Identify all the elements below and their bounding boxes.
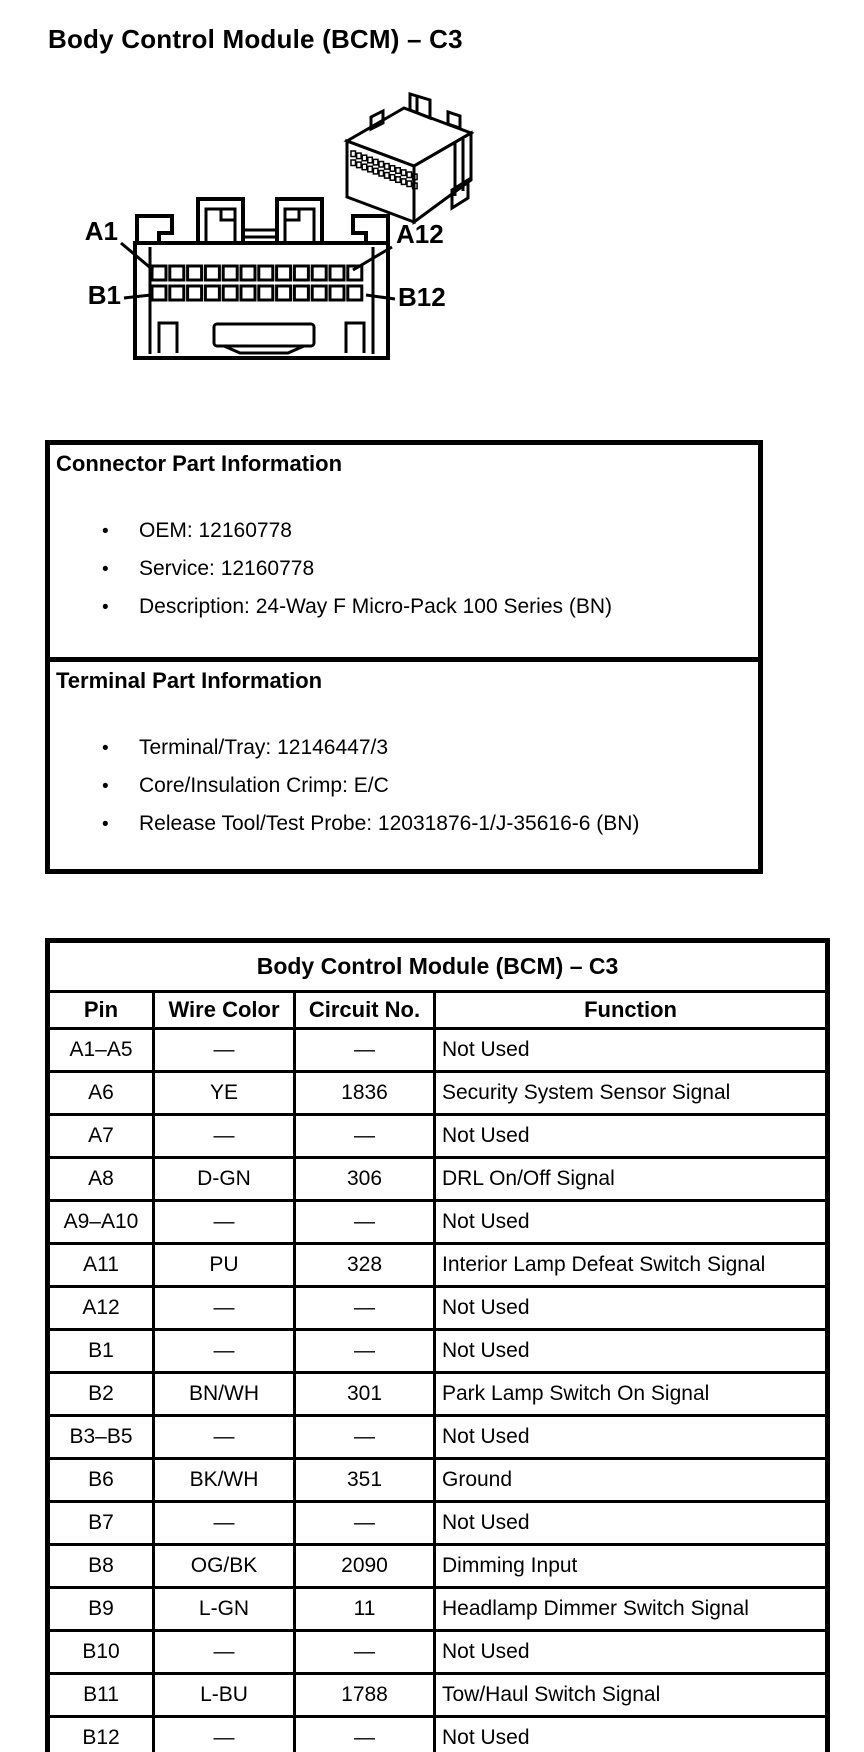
page-title: Body Control Module (BCM) – C3 xyxy=(48,24,463,54)
table-row xyxy=(48,1201,828,1244)
wire-color-cell: YE xyxy=(154,1072,295,1115)
circuit-no-cell: — xyxy=(295,1631,435,1674)
function-cell: Not Used xyxy=(435,1502,828,1545)
list-item-text: Service: 12160778 xyxy=(139,557,315,580)
isometric-pin-grid xyxy=(351,151,417,189)
circuit-no-cell: — xyxy=(295,1201,435,1244)
pin-cell: B1 xyxy=(48,1330,154,1373)
pin-leader-b12 xyxy=(366,295,395,299)
pin-label-a1: A1 xyxy=(84,216,118,246)
column-header-wire-color: Wire Color xyxy=(154,992,295,1029)
wire-color-cell: — xyxy=(154,1416,295,1459)
wire-color-cell: — xyxy=(154,1631,295,1674)
table-row xyxy=(48,1588,828,1631)
circuit-no-cell: 11 xyxy=(295,1588,435,1631)
circuit-no-cell: 301 xyxy=(295,1373,435,1416)
function-cell: Ground xyxy=(435,1459,828,1502)
pin-cell: B9 xyxy=(48,1588,154,1631)
connector-isometric-view xyxy=(347,94,471,222)
function-cell: Not Used xyxy=(435,1416,828,1459)
function-cell: Not Used xyxy=(435,1717,828,1752)
list-item-text: Core/Insulation Crimp: E/C xyxy=(139,774,389,797)
circuit-no-cell: 306 xyxy=(295,1158,435,1201)
function-cell: Security System Sensor Signal xyxy=(435,1072,828,1115)
wire-color-cell: D-GN xyxy=(154,1158,295,1201)
circuit-no-cell: 351 xyxy=(295,1459,435,1502)
table-row xyxy=(48,1244,828,1287)
list-item xyxy=(56,595,750,619)
list-item-text: Terminal/Tray: 12146447/3 xyxy=(139,736,389,759)
function-cell: Not Used xyxy=(435,1631,828,1674)
wire-color-cell: — xyxy=(154,1717,295,1752)
table-row xyxy=(48,1330,828,1373)
connector-front-view xyxy=(135,199,388,358)
wire-color-cell: — xyxy=(154,1029,295,1072)
pin-cell: A1–A5 xyxy=(48,1029,154,1072)
connector-part-info-section xyxy=(50,445,758,657)
bullet-icon: • xyxy=(102,559,109,580)
function-cell: Park Lamp Switch On Signal xyxy=(435,1373,828,1416)
list-item xyxy=(56,736,750,760)
function-cell: Dimming Input xyxy=(435,1545,828,1588)
pin-cell: A6 xyxy=(48,1072,154,1115)
list-item xyxy=(56,812,750,836)
pin-cell: B10 xyxy=(48,1631,154,1674)
pin-cell: A9–A10 xyxy=(48,1201,154,1244)
pin-label-b1: B1 xyxy=(87,280,121,310)
pin-table-title-row xyxy=(48,941,828,992)
circuit-no-cell: 2090 xyxy=(295,1545,435,1588)
pin-cell: A8 xyxy=(48,1158,154,1201)
pin-cell: B3–B5 xyxy=(48,1416,154,1459)
pin-leader-b1 xyxy=(124,295,151,298)
wire-color-cell: — xyxy=(154,1502,295,1545)
wire-color-cell: — xyxy=(154,1115,295,1158)
circuit-no-cell: 1836 xyxy=(295,1072,435,1115)
list-item xyxy=(56,557,750,581)
list-item-text: Description: 24-Way F Micro-Pack 100 Series (BN) xyxy=(139,595,613,618)
pin-cell: B11 xyxy=(48,1674,154,1717)
bullet-icon: • xyxy=(102,738,109,759)
pin-table-header-row xyxy=(48,992,828,1029)
table-row xyxy=(48,1115,828,1158)
pin-cell: A11 xyxy=(48,1244,154,1287)
function-cell: Not Used xyxy=(435,1115,828,1158)
list-item-text: OEM: 12160778 xyxy=(139,519,292,542)
table-row xyxy=(48,1287,828,1330)
table-row xyxy=(48,1072,828,1115)
connector-diagram xyxy=(0,80,864,380)
pin-cell: B8 xyxy=(48,1545,154,1588)
function-cell: DRL On/Off Signal xyxy=(435,1158,828,1201)
function-cell: Tow/Haul Switch Signal xyxy=(435,1674,828,1717)
bullet-icon: • xyxy=(102,814,109,835)
circuit-no-cell: — xyxy=(295,1287,435,1330)
pin-label-b12: B12 xyxy=(398,282,446,312)
table-row xyxy=(48,1631,828,1674)
column-header-circuit-no: Circuit No. xyxy=(295,992,435,1029)
circuit-no-cell: — xyxy=(295,1330,435,1373)
pin-cell: B7 xyxy=(48,1502,154,1545)
pin-cell: A7 xyxy=(48,1115,154,1158)
function-cell: Interior Lamp Defeat Switch Signal xyxy=(435,1244,828,1287)
wire-color-cell: — xyxy=(154,1287,295,1330)
table-row xyxy=(48,1373,828,1416)
pin-table-title: Body Control Module (BCM) – C3 xyxy=(48,941,828,992)
connector-part-info-list xyxy=(56,519,750,619)
circuit-no-cell: — xyxy=(295,1029,435,1072)
function-cell: Not Used xyxy=(435,1330,828,1373)
wire-color-cell: — xyxy=(154,1330,295,1373)
list-item xyxy=(56,774,750,798)
circuit-no-cell: 328 xyxy=(295,1244,435,1287)
pin-cell: B2 xyxy=(48,1373,154,1416)
pin-label-a12: A12 xyxy=(396,219,444,249)
table-row xyxy=(48,1459,828,1502)
list-item-text: Release Tool/Test Probe: 12031876-1/J-35616-6 (BN) xyxy=(139,812,640,835)
table-row xyxy=(48,1029,828,1072)
circuit-no-cell: — xyxy=(295,1115,435,1158)
wire-color-cell: L-GN xyxy=(154,1588,295,1631)
pin-grid xyxy=(152,266,362,300)
circuit-no-cell: — xyxy=(295,1502,435,1545)
pin-cell: B6 xyxy=(48,1459,154,1502)
column-header-pin: Pin xyxy=(48,992,154,1029)
table-row xyxy=(48,1545,828,1588)
part-information-box xyxy=(45,440,763,874)
table-row xyxy=(48,1502,828,1545)
function-cell: Not Used xyxy=(435,1287,828,1330)
connector-part-info-heading: Connector Part Information xyxy=(56,451,343,476)
wire-color-cell: PU xyxy=(154,1244,295,1287)
function-cell: Not Used xyxy=(435,1201,828,1244)
circuit-no-cell: 1788 xyxy=(295,1674,435,1717)
wire-color-cell: OG/BK xyxy=(154,1545,295,1588)
terminal-part-info-heading: Terminal Part Information xyxy=(56,668,323,693)
wire-color-cell: BK/WH xyxy=(154,1459,295,1502)
function-cell: Not Used xyxy=(435,1029,828,1072)
bullet-icon: • xyxy=(102,597,109,618)
wire-color-cell: — xyxy=(154,1201,295,1244)
table-row xyxy=(48,1416,828,1459)
pin-table xyxy=(45,938,830,1752)
column-header-function: Function xyxy=(435,992,828,1029)
wire-color-cell: L-BU xyxy=(154,1674,295,1717)
terminal-part-info-section xyxy=(50,657,758,869)
terminal-part-info-list xyxy=(56,736,750,836)
table-row xyxy=(48,1674,828,1717)
circuit-no-cell: — xyxy=(295,1717,435,1752)
list-item xyxy=(56,519,750,543)
pin-cell: B12 xyxy=(48,1717,154,1752)
circuit-no-cell: — xyxy=(295,1416,435,1459)
table-row xyxy=(48,1717,828,1752)
wire-color-cell: BN/WH xyxy=(154,1373,295,1416)
bullet-icon: • xyxy=(102,776,109,797)
function-cell: Headlamp Dimmer Switch Signal xyxy=(435,1588,828,1631)
pin-cell: A12 xyxy=(48,1287,154,1330)
bullet-icon: • xyxy=(102,521,109,542)
table-row xyxy=(48,1158,828,1201)
